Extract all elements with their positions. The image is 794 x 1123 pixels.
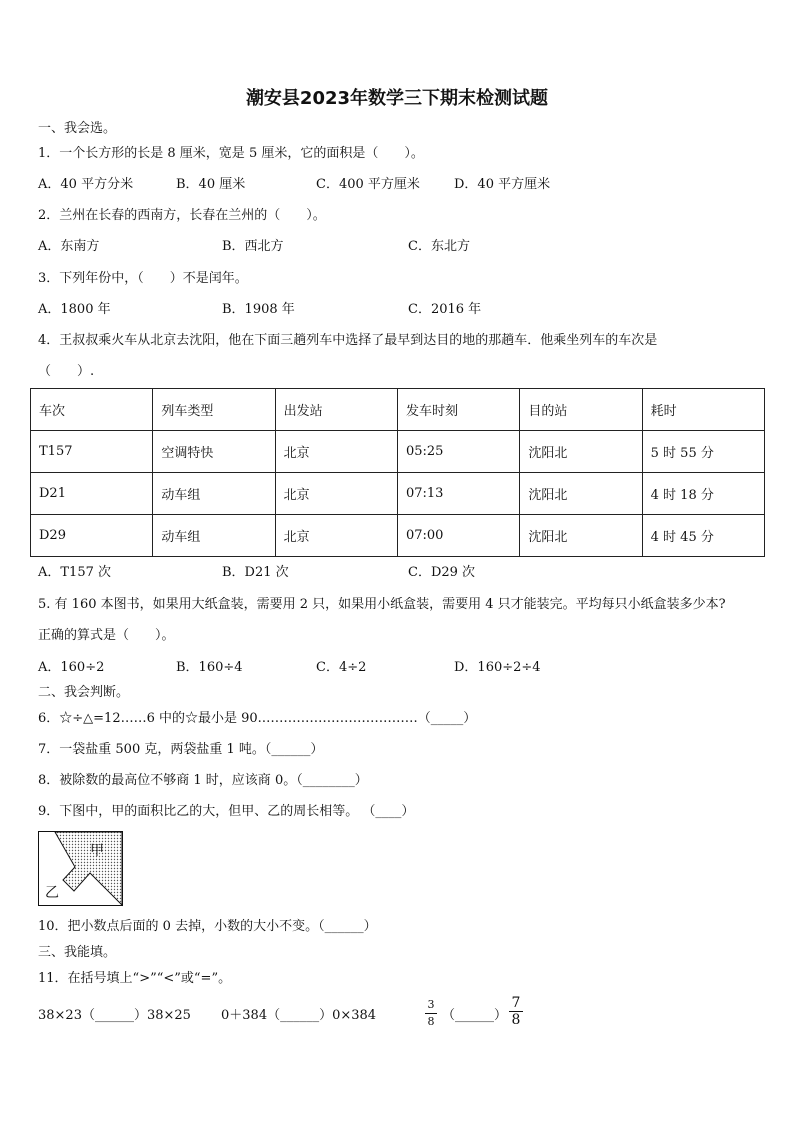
question-6: 6．☆÷△=12……6 中的☆最小是 90.………………………………（_____） [38,711,477,726]
q2-option-a[interactable]: A．东南方 [38,239,100,254]
table-cell: 5 时 55 分 [642,431,764,473]
table-cell: D21 [31,473,153,515]
table-header-row [31,389,765,431]
table-cell: 4 时 45 分 [642,515,764,557]
header-cell: 发车时刻 [397,389,519,431]
table-row [31,473,765,515]
fraction-three-eighths [425,998,437,1029]
question-9-stem: 9．下图中，甲的面积比乙的大，但甲、乙的周长相等。 （____） [38,804,415,819]
label-yi: 乙 [45,885,59,901]
table-cell: 北京 [275,473,397,515]
question-8: 8．被除数的最高位不够商 1 时，应该商 0。（________） [38,773,368,788]
section-heading-choice: 一、我会选。 [38,121,117,136]
q11-blank-3[interactable]: （______） [442,1008,508,1023]
table-cell: 4 时 18 分 [642,473,764,515]
q4-option-b[interactable]: B．D21 次 [222,565,289,580]
train-schedule-table [30,388,765,557]
table-cell: 北京 [275,431,397,473]
header-cell: 车次 [31,389,153,431]
q4-option-c[interactable]: C．D29 次 [408,565,476,580]
table-row [31,515,765,557]
table-cell: 北京 [275,515,397,557]
question-5-stem: 5. 有 160 本图书，如果用大纸盒装，需要用 2 只，如果用小纸盒装，需要用 4 只才能装完。平均每只小纸盒装多少本? [38,597,726,612]
fraction-numerator: 7 [511,995,521,1011]
table-cell: 07:13 [397,473,519,515]
header-cell: 耗时 [642,389,764,431]
q2-option-b[interactable]: B．西北方 [222,239,284,254]
q11-expression-2: 0＋384（______）0×384 [221,1008,377,1023]
label-jia: 甲 [90,843,104,859]
question-10: 10．把小数点后面的 0 去掉，小数的大小不变。（______） [38,919,377,934]
fraction-denominator: 8 [511,1012,521,1028]
table-cell: 05:25 [397,431,519,473]
q3-option-c[interactable]: C．2016 年 [408,302,482,317]
header-cell: 出发站 [275,389,397,431]
question-5-stem-continued: 正确的算式是（ ）。 [38,628,175,643]
q5-option-d[interactable]: D．160÷2÷4 [454,660,541,675]
q4-option-a[interactable]: A．T157 次 [38,565,112,580]
question-11-stem: 11．在括号填上“>”“<”或“=”。 [38,971,232,986]
q9-figure [38,831,124,911]
q3-option-b[interactable]: B．1908 年 [222,302,295,317]
question-3-stem: 3．下列年份中，（ ）不是闰年。 [38,271,248,286]
table-cell: T157 [31,431,153,473]
table-cell: 沈阳北 [520,473,642,515]
section-heading-judge: 二、我会判断。 [38,685,130,700]
table-cell: D29 [31,515,153,557]
table-cell: 动车组 [153,473,275,515]
q3-option-a[interactable]: A．1800 年 [38,302,111,317]
q1-option-c[interactable]: C．400 平方厘米 [316,177,420,192]
table-cell: 动车组 [153,515,275,557]
table-cell: 沈阳北 [520,515,642,557]
section-heading-fill: 三、我能填。 [38,945,117,960]
q5-option-a[interactable]: A．160÷2 [38,660,105,675]
question-4-stem: 4．王叔叔乘火车从北京去沈阳，他在下面三趟列车中选择了最早到达目的地的那趟车．他乘坐列车的车次是 [38,333,658,348]
page-title: 潮安县2023年数学三下期末检测试题 [245,88,549,109]
q1-option-b[interactable]: B．40 厘米 [176,177,246,192]
header-cell: 列车类型 [153,389,275,431]
square-diagram [38,831,124,907]
question-7: 7．一袋盐重 500 克，两袋盐重 1 吨。（______） [38,742,324,757]
q2-option-c[interactable]: C．东北方 [408,239,470,254]
question-1-stem: 1．一个长方形的长是 8 厘米，宽是 5 厘米，它的面积是（ ）。 [38,146,424,161]
question-4-stem-continued: （ ）. [38,364,95,379]
q5-option-b[interactable]: B．160÷4 [176,660,243,675]
fraction-seven-eighths [509,996,523,1027]
table-cell: 07:00 [397,515,519,557]
q1-option-d[interactable]: D．40 平方厘米 [454,177,551,192]
fraction-denominator: 8 [427,1015,435,1028]
question-2-stem: 2．兰州在长春的西南方，长春在兰州的（ ）。 [38,208,326,223]
q5-option-c[interactable]: C．4÷2 [316,660,367,675]
fraction-numerator: 3 [427,998,435,1011]
q11-expression-1: 38×23（______）38×25 [38,1008,191,1023]
table-cell: 沈阳北 [520,431,642,473]
q1-option-a[interactable]: A．40 平方分米 [38,177,134,192]
header-cell: 目的站 [520,389,642,431]
table-row [31,431,765,473]
table-cell: 空调特快 [153,431,275,473]
